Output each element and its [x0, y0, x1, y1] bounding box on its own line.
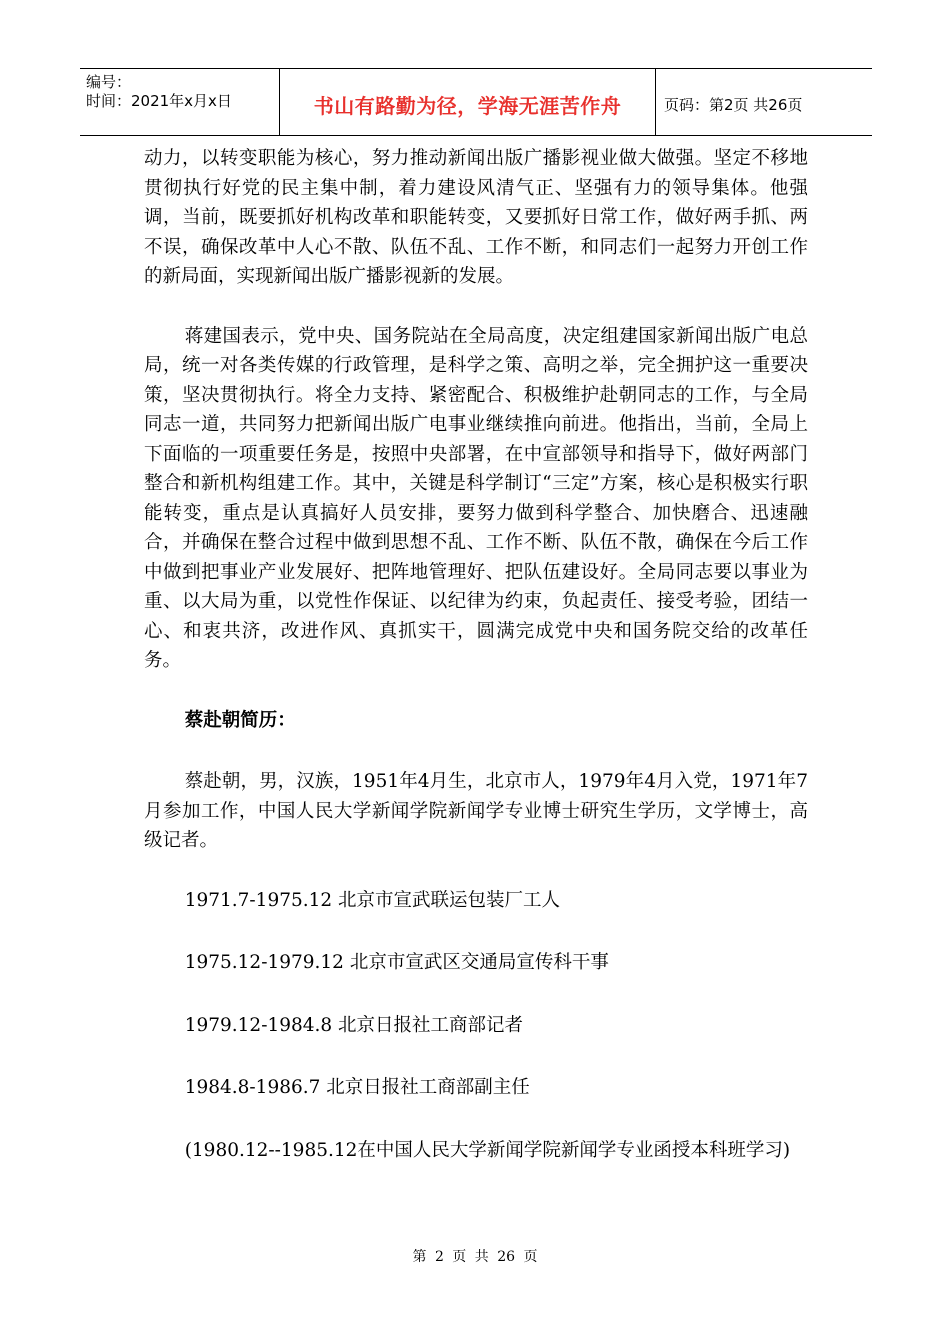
- header-motto-cell: [280, 69, 656, 135]
- section-heading: 蔡赴朝简历：: [184, 709, 296, 731]
- header-page-info-cell: [656, 69, 872, 135]
- paragraph-1: 动力，以转变职能为核心，努力推动新闻出版广播影视业做大做强。坚定不移地贯彻执行好党的民主集中制，着力建设风清气正、坚强有力的领导集体。他强调，当前，既要抓好机构改革和职能转变，又要抓好日常工作，做好两手抓、两不误，确保改革中人心不散、队伍不乱、工作不断，和同志们一起努力开创工作的新局面，实现新闻出版广播影视新的发展。: [144, 148, 808, 287]
- motto: 书山有路勤为径，学海无涯苦作舟: [313, 93, 622, 118]
- page-info: 页码：第2页 共26页: [664, 95, 803, 114]
- document-header: [80, 68, 872, 136]
- page-footer: 第 2 页 共 26 页: [412, 1249, 538, 1265]
- career-item: 1979.12-1984.8 北京日报社工商部记者: [184, 1014, 524, 1036]
- career-item: 1984.8-1986.7 北京日报社工商部副主任: [184, 1077, 530, 1098]
- career-item: 1971.7-1975.12 北京市宣武联运包装厂工人: [184, 889, 561, 911]
- document-body: [144, 144, 808, 1165]
- paragraph-study-note: (1980.12--1985.12在中国人民大学新闻学院新闻学专业函授本科班学习): [184, 1139, 791, 1161]
- header-meta: [80, 69, 280, 135]
- time-label: 时间：2021年x月x日: [86, 92, 232, 110]
- paragraph-2: 蒋建国表示，党中央、国务院站在全局高度，决定组建国家新闻出版广电总局，统一对各类传媒的行政管理，是科学之策、高明之举，完全拥护这一重要决策，坚决贯彻执行。将全力支持、紧密配合、积极维护赴朝同志的工作，与全局同志一道，共同努力把新闻出版广电事业继续推向前进。他指出，当前，全局上下面临的一项重要任务是，按照中央部署，在中宣部领导和指导下，做好两部门整合和新机构组建工作。其中，关键是科学制订“三定”方案，核心是积极实行职能转变，重点是认真搞好人员安排，要努力做到科学整合、加快磨合、迅速融合，并确保在整合过程中做到思想不乱、工作不断、队伍不散，确保在今后工作中做到把事业产业发展好、把阵地管理好、把队伍建设好。全局同志要以事业为重、以大局为重，以党性作保证、以纪律为约束，负起责任、接受考验，团结一心、和衷共济，改进作风、真抓实干，圆满完成党中央和国务院交给的改革任务。: [144, 325, 808, 671]
- paragraph-bio: 蔡赴朝，男，汉族，1951年4月生，北京市人，1979年4月入党，1971年7月参加工作，中国人民大学新闻学院新闻学专业博士研究生学历，文学博士，高级记者。: [144, 771, 808, 851]
- number-label: 编号：: [86, 73, 132, 91]
- career-item: 1975.12-1979.12 北京市宣武区交通局宣传科干事: [184, 952, 609, 973]
